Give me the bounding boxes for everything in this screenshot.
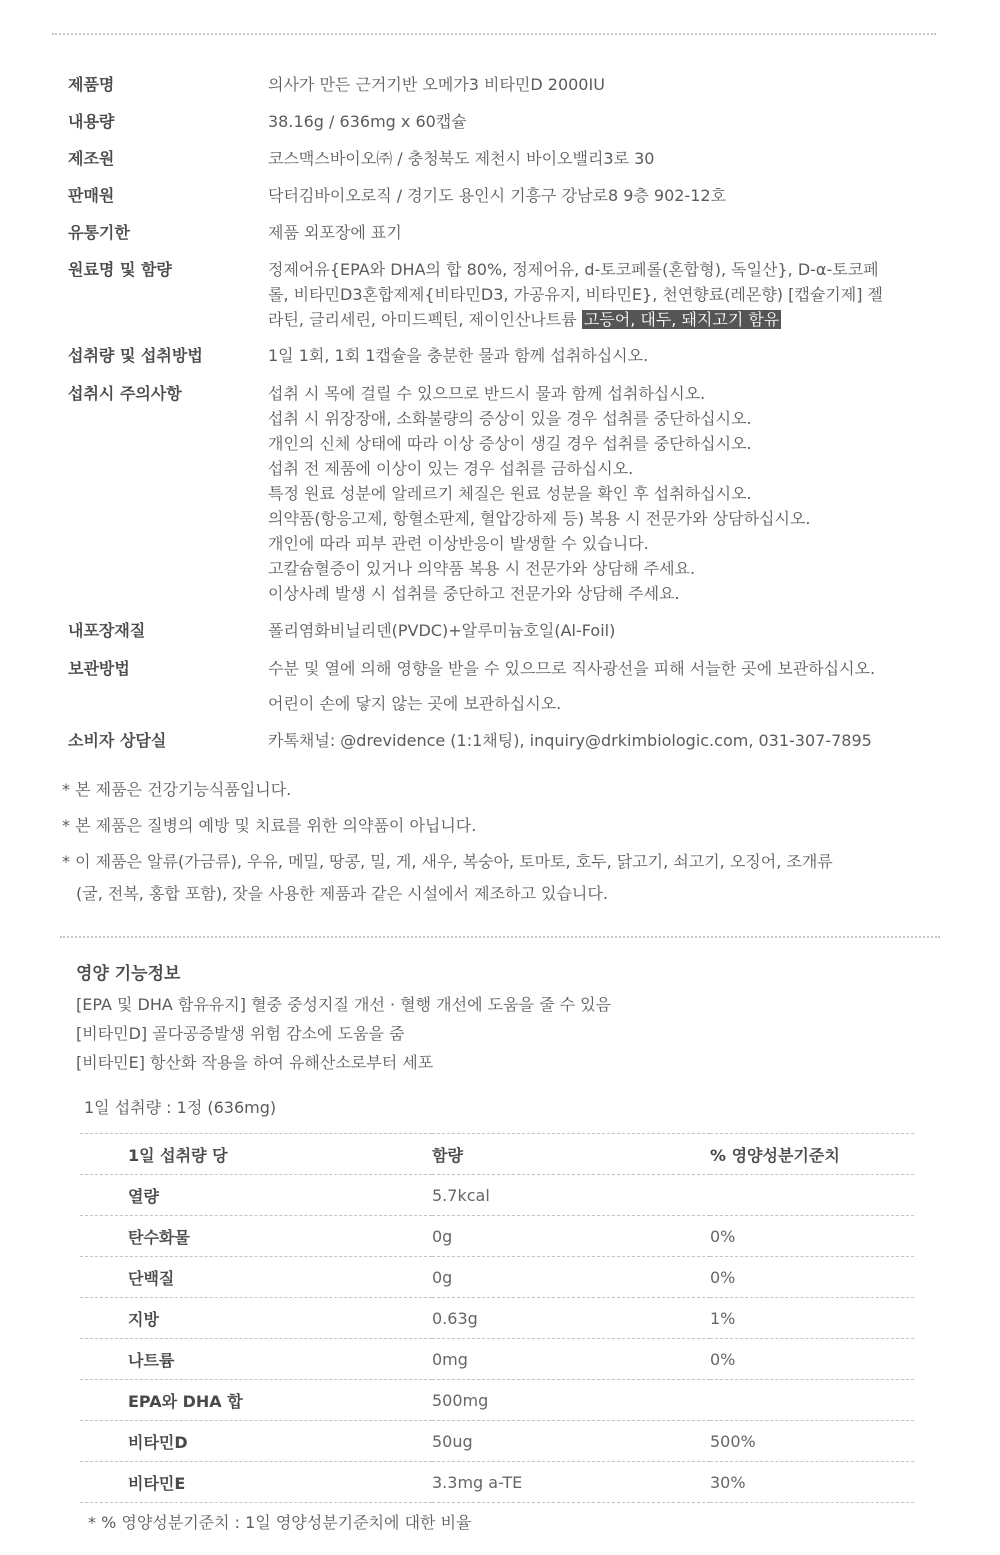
info-value: 닥터김바이오로직 / 경기도 용인시 기흥구 강남로8 9층 902-12호 [268,186,727,205]
info-row-manufacturer [68,146,958,183]
table-row [80,1380,914,1421]
nutrient-name: 지방 [80,1298,432,1339]
table-row [80,1216,914,1257]
table-row [80,1421,914,1462]
nutrient-amount: 3.3mg a-TE [432,1462,710,1503]
section-divider [60,936,940,938]
nutrient-amount: 0g [432,1216,710,1257]
info-row-cautions [68,381,958,618]
info-label: 판매원 [68,186,115,205]
info-row-expiry [68,220,958,257]
nutrient-percent [710,1175,914,1216]
function-item: [비타민D] 골다공증발생 위험 감소에 도움을 줌 [76,1024,405,1043]
info-value: 38.16g / 636mg x 60캡슐 [268,112,467,131]
allergen-highlight: 고등어, 대두, 돼지고기 함유 [583,310,780,329]
serving-size: 1일 섭취량 : 1정 (636mg) [84,1098,277,1117]
info-value: 수분 및 열에 의해 영향을 받을 수 있으므로 직사광선을 피해 서늘한 곳에 보관하십시오. 어린이 손에 닿지 않는 곳에 보관하십시오. [268,659,876,713]
function-item: [비타민E] 항산화 작용을 하여 유해산소로부터 세포 [76,1053,434,1072]
top-divider [52,33,936,35]
info-row-seller [68,183,958,220]
notice-item: * 본 제품은 질병의 예방 및 치료를 위한 의약품이 아닙니다. [62,816,477,835]
info-row-storage [68,656,958,728]
info-label: 제품명 [68,75,115,94]
info-label: 소비자 상담실 [68,731,167,750]
info-row-consumer-center [68,728,958,766]
info-value: 의사가 만든 근거기반 오메가3 비타민D 2000IU [268,75,605,94]
info-value: 섭취 시 목에 걸릴 수 있으므로 반드시 물과 함께 섭취하십시오. 섭취 시 위장장애, 소화불량의 증상이 있을 경우 섭취를 중단하십시오. 개인의 신체 상태에 따라 이상 증상이 생길 경우 섭취를 중단하십시오. 섭취 전 제품에 이상이 있는 경우 섭취를 금하십시오. 특정 원료 성분에 알레르기 체질은 원료 성분을 확인 후 섭취하십시오. 의약품(항응고제, 항혈소판제, 혈압강하제 등) 복용 시 전문가와 상담하십시오. 개인에 따라 피부 관련 이상반응이 발생할 수 있습니다. 고칼슘혈증이 있거나 의약품 복용 시 전문가와 상담해 주세요. 이상사례 발생 시 섭취를 중단하고 전문가와 상담해 주세요. [268,384,811,603]
nutrient-amount: 0g [432,1257,710,1298]
function-item: [EPA 및 DHA 함유유지] 혈중 중성지질 개선 · 혈행 개선에 도움을 줄 수 있음 [76,995,612,1014]
info-label: 섭취량 및 섭취방법 [68,346,203,365]
info-row-content [68,109,958,146]
table-header-row [80,1134,914,1175]
section-title: 영양 기능정보 [76,964,181,984]
table-footnote: * % 영양성분기준치 : 1일 영양성분기준치에 대한 비율 [88,1513,472,1532]
notice-item-continued: (굴, 전복, 홍합 포함), 잣을 사용한 제품과 같은 시설에서 제조하고 있습니다. [76,884,608,903]
nutrient-amount: 0.63g [432,1298,710,1339]
table-row [80,1298,914,1339]
table-row [80,1462,914,1503]
nutrient-percent: 0% [710,1216,914,1257]
info-value: 1일 1회, 1회 1캡슐을 충분한 물과 함께 섭취하십시오. [268,346,649,365]
nutrient-amount: 5.7kcal [432,1175,710,1216]
table-row [80,1339,914,1380]
nutrient-percent: 0% [710,1257,914,1298]
nutrient-name: 비타민D [80,1421,432,1462]
info-label: 섭취시 주의사항 [68,384,182,403]
notice-item: * 이 제품은 알류(가금류), 우유, 메밀, 땅콩, 밀, 게, 새우, 복숭아, 토마토, 호두, 닭고기, 쇠고기, 오징어, 조개류 [62,852,833,871]
info-row-product-name [68,72,958,109]
nutrient-name: 단백질 [80,1257,432,1298]
nutrient-name: 비타민E [80,1462,432,1503]
table-row [80,1257,914,1298]
nutrient-percent [710,1380,914,1421]
table-row [80,1175,914,1216]
nutrient-percent: 500% [710,1421,914,1462]
column-header: 함량 [432,1134,710,1175]
notice-item: * 본 제품은 건강기능식품입니다. [62,780,292,799]
info-label: 제조원 [68,149,115,168]
info-value: 폴리염화비닐리덴(PVDC)+알루미늄호일(Al-Foil) [268,621,616,640]
nutrient-amount: 0mg [432,1339,710,1380]
info-value: 코스맥스바이오㈜ / 충청북도 제천시 바이오밸리3로 30 [268,149,655,168]
info-row-packaging [68,618,958,656]
nutrient-amount: 500mg [432,1380,710,1421]
info-value: 카톡채널: @drevidence (1:1채팅), inquiry@drkimbiologic.com, 031-307-7895 [268,731,872,750]
info-value: 제품 외포장에 표기 [268,223,402,242]
nutrient-amount: 50ug [432,1421,710,1462]
nutrition-table [80,1133,914,1503]
nutrition-function-info [76,960,936,1077]
nutrient-name: 나트륨 [80,1339,432,1380]
nutrient-percent: 30% [710,1462,914,1503]
info-row-intake [68,343,958,381]
info-label: 보관방법 [68,659,130,678]
column-header: 1일 섭취량 당 [80,1134,432,1175]
info-label: 내용량 [68,112,115,131]
nutrient-percent: 0% [710,1339,914,1380]
nutrient-name: 열량 [80,1175,432,1216]
notice-list [62,777,942,907]
info-row-ingredients [68,257,958,343]
nutrient-name: EPA와 DHA 합 [80,1380,432,1421]
nutrient-percent: 1% [710,1298,914,1339]
info-value: 정제어유{EPA와 DHA의 합 80%, 정제어유, d-토코페롤(혼합형), 독일산}, D-α-토코페 롤, 비타민D3혼합제제{비타민D3, 가공유지, 비타민E}, 천연향료(레몬향) [캡슐기제] 젤 라틴, 글리세린, 아미드펙틴, 제이인산나트륨 고등어, 대두, 돼지고기 함유 [268,260,883,329]
info-label: 내포장재질 [68,621,146,640]
nutrient-name: 탄수화물 [80,1216,432,1257]
product-info-list [68,72,958,766]
column-header: % 영양성분기준치 [710,1134,914,1175]
info-label: 유통기한 [68,223,130,242]
info-label: 원료명 및 함량 [68,260,172,279]
